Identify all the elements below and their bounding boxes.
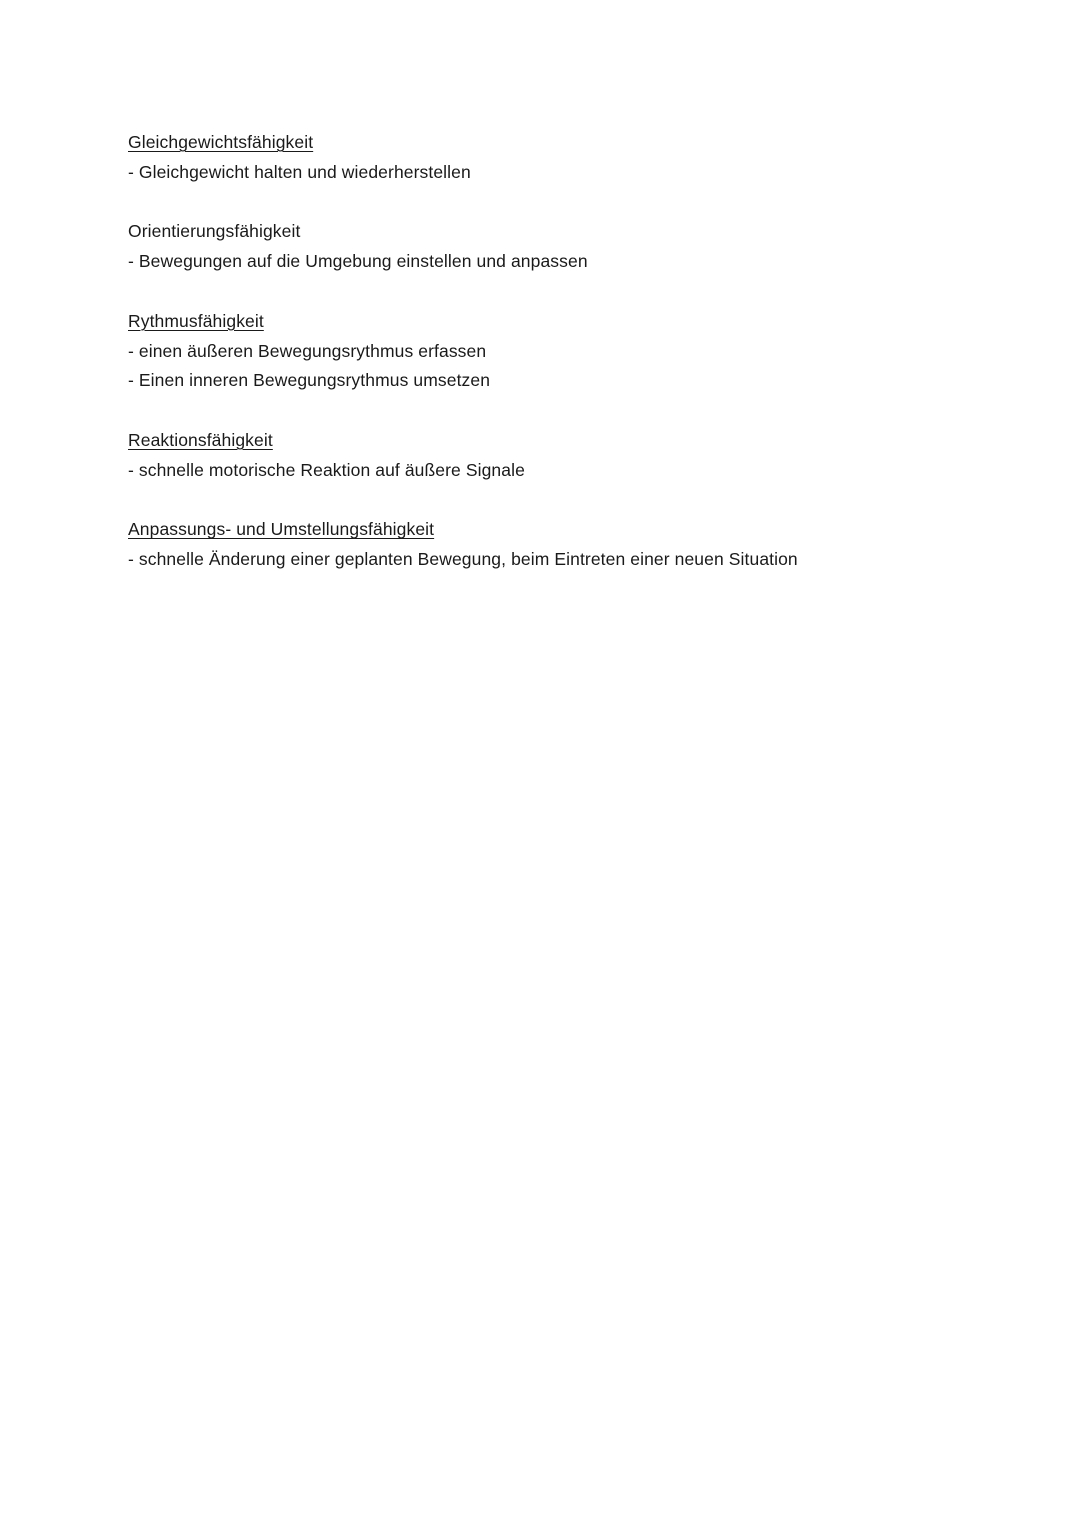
section-heading: Orientierungsfähigkeit <box>128 221 301 242</box>
section-heading: Gleichgewichtsfähigkeit <box>128 132 314 152</box>
section-item: - einen äußeren Bewegungsrythmus erfassen <box>128 340 487 361</box>
document-content <box>128 128 948 605</box>
section-rythmusfaehigkeit <box>128 307 948 396</box>
section-item: - schnelle Änderung einer geplanten Bewegung, beim Eintreten einer neuen Situation <box>128 549 798 570</box>
section-orientierungsfaehigkeit <box>128 217 948 276</box>
section-heading: Anpassungs- und Umstellungsfähigkeit <box>128 519 435 540</box>
section-item: - Gleichgewicht halten und wiederherstellen <box>128 161 471 182</box>
section-heading: Rythmusfähigkeit <box>128 310 264 331</box>
section-reaktionsfaehigkeit <box>128 426 948 485</box>
section-item: - Einen inneren Bewegungsrythmus umsetzen <box>128 370 491 391</box>
section-heading: Reaktionsfähigkeit <box>128 429 273 450</box>
section-item: - schnelle motorische Reaktion auf äußere Signale <box>128 459 525 480</box>
section-item: - Bewegungen auf die Umgebung einstellen und anpassen <box>128 251 588 272</box>
section-anpassungs-und-umstellungsfaehigkeit <box>128 515 948 574</box>
section-gleichgewichtsfaehigkeit <box>128 128 948 187</box>
